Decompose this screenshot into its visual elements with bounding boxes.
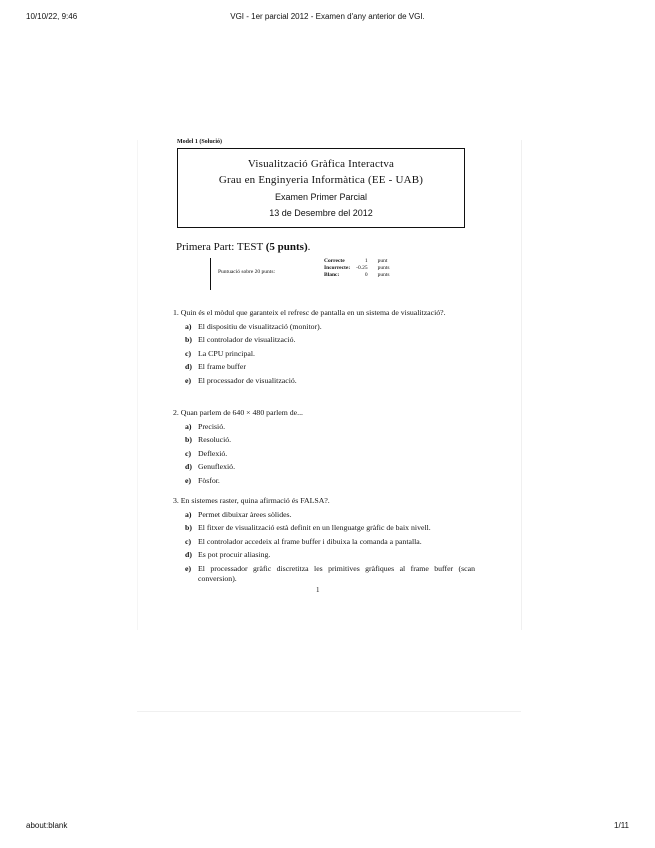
option-b [173,523,475,533]
option-text: Permet dibuixar àrees sòlides. [198,509,292,519]
option-letter: b) [185,435,192,444]
scoring-key: Blanc: [324,272,340,278]
page-edge-left [137,140,138,630]
option-letter: c) [185,536,192,546]
option-e [173,376,475,386]
course-title: Visualització Gràfica Interactva [247,158,395,170]
option-d [173,462,475,472]
question-text: 2. Quan parlem de 640 × 480 parlem de... [173,408,303,417]
option-text: El controlador de visualització. [198,335,296,344]
option-letter: d) [185,550,192,559]
option-letter: b) [185,523,192,532]
option-letter: e) [185,375,192,385]
print-url: about:blank [26,821,68,830]
scoring-row [322,272,392,279]
option-b [173,435,475,445]
exam-title: Examen Primer Parcial [274,192,368,202]
option-text: Es pot procuir aliasing. [198,550,271,559]
scoring-key: Correcte [324,258,345,264]
print-date: 10/10/22, 9:46 [26,12,78,21]
option-text: El frame buffer [198,362,246,371]
question-2 [173,408,475,486]
option-c [173,449,475,459]
option-text: El processador de visualització. [198,375,297,385]
option-letter: b) [185,335,192,344]
option-b [173,335,475,345]
question-3 [173,496,475,584]
option-d [173,550,475,560]
option-a [173,510,475,520]
question-text: 1. Quin és el mòdul que garanteix el refresc de pantalla en un sistema de visualització?. [173,308,446,317]
scoring-unit: punts [377,272,390,278]
scoring-key: Incorrecte: [324,265,351,271]
part-text: Primera Part: TEST [176,241,266,253]
part-end: . [307,241,311,253]
option-a [173,422,475,432]
question-text: 3. En sistemes raster, quina afirmació és FALSA?. [173,496,330,505]
option-letter: e) [185,563,192,573]
degree-title: Grau en Enginyeria Informàtica (EE - UAB) [218,174,424,186]
scoring-row [322,258,392,265]
print-page-count: 1/11 [614,821,629,830]
option-letter: c) [185,348,192,358]
page-number: 1 [316,586,320,594]
option-text: El processador gràfic discretitza les primitives gràfiques al frame buffer (scan conversion). [198,563,475,583]
part-heading [176,241,310,253]
option-letter: a) [185,509,192,519]
option-text: El fitxer de visualització està definit en un llenguatge gràfic de baix nivell. [198,523,431,532]
option-c [173,349,475,359]
option-text: El dispositiu de visualització (monitor). [198,321,322,331]
scoring-label: Puntuació sobre 20 punts: [218,269,275,275]
title-box [177,148,465,228]
option-e [173,564,475,584]
option-text: Resolució. [198,435,232,444]
question-1 [173,308,475,386]
scoring-unit: punt [377,258,388,264]
option-text: Deflexió. [198,448,228,458]
exam-date: 13 de Desembre del 2012 [269,208,373,218]
option-text: Genuflexió. [198,462,236,471]
scoring-table [322,258,392,279]
option-letter: e) [185,475,192,485]
option-text: Precisió. [198,421,226,431]
page-edge-bottom [137,711,521,712]
option-text: El controlador accedeix al frame buffer i dibuixa la comanda a pantalla. [198,536,422,546]
option-d [173,362,475,372]
option-letter: d) [185,362,192,371]
part-points: (5 punts) [265,241,308,253]
scoring-row [322,265,392,272]
option-text: Fòsfor. [198,475,220,485]
page-edge-right [521,140,522,630]
model-label: Model 1 (Solució) [177,139,222,145]
print-title: VGI - 1er parcial 2012 - Examen d'any anterior de VGI. [230,12,425,21]
option-a [173,322,475,332]
option-e [173,476,475,486]
scoring-value: -0.25 [356,265,368,271]
scoring-block [210,258,390,290]
option-text: La CPU principal. [198,348,255,358]
scoring-value: 0 [364,272,368,278]
scoring-value: 1 [364,258,368,264]
option-c [173,537,475,547]
option-letter: a) [185,321,192,331]
scoring-unit: punts [377,265,390,271]
option-letter: d) [185,462,192,471]
option-letter: a) [185,421,192,431]
option-letter: c) [185,448,192,458]
